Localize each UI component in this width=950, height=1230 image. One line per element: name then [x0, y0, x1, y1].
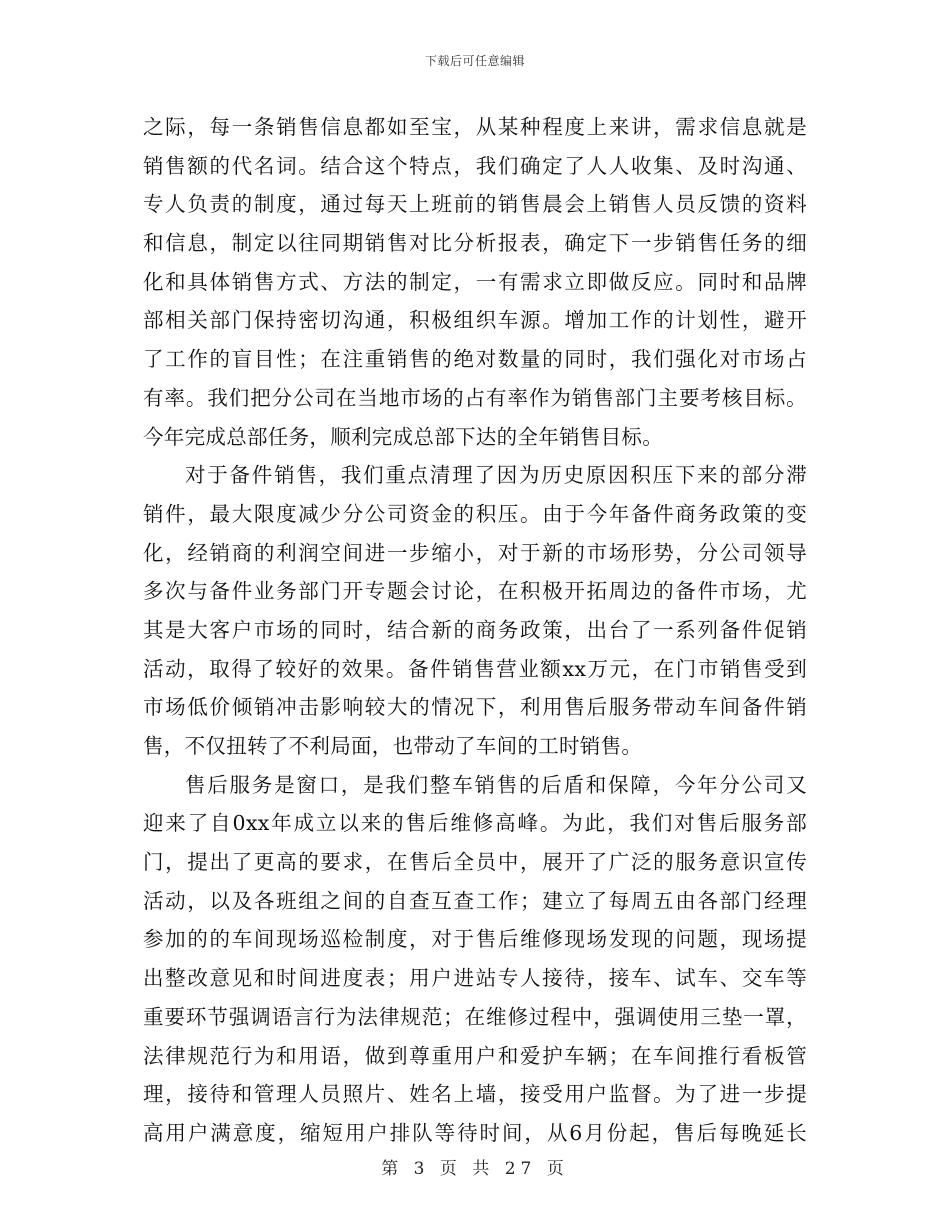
text-line: 销件，最大限度减少分公司资金的积压。由于今年备件商务政策的变: [143, 501, 807, 526]
text-line: 之际，每一条销售信息都如至宝，从某种程度上来讲，需求信息就是: [143, 115, 807, 139]
text-line: 门，提出了更高的要求，在售后全员中，展开了广泛的服务意识宣传: [143, 850, 807, 875]
text-line: 迎来了自0xx年成立以来的售后维修高峰。为此，我们对售后服务部: [143, 811, 807, 836]
text-line: 高用户满意度，缩短用户排队等待时间，从6月份起，售后每晚延长: [143, 1120, 807, 1145]
text-line: 活动，取得了较好的效果。备件销售营业额xx万元，在门市销售受到: [143, 656, 807, 681]
page-footer: 第 3 页 共 27 页: [381, 1159, 569, 1179]
paragraph-2: [143, 456, 807, 766]
text-line: 部相关部门保持密切沟通，积极组织车源。增加工作的计划性，避开: [143, 308, 807, 333]
text-line: 专人负责的制度，通过每天上班前的销售晨会上销售人员反馈的资料: [143, 192, 807, 217]
text-line: 销售额的代名词。结合这个特点，我们确定了人人收集、及时沟通、: [143, 153, 807, 178]
text-line: 有率。我们把分公司在当地市场的占有率作为销售部门主要考核目标。: [143, 385, 807, 410]
text-line: 今年完成总部任务，顺利完成总部下达的全年销售目标。: [143, 424, 663, 449]
paragraph-1: [143, 108, 807, 456]
text-line: 理，接待和管理人员照片、姓名上墙，接受用户监督。为了进一步提: [143, 1082, 807, 1107]
text-line: 法律规范行为和用语，做到尊重用户和爱护车辆；在车间推行看板管: [143, 1043, 807, 1068]
text-line: 化，经销商的利润空间进一步缩小，对于新的市场形势，分公司领导: [143, 540, 807, 565]
text-line: 售后服务是窗口，是我们整车销售的后盾和保障，今年分公司又: [185, 772, 807, 797]
text-line: 出整改意见和时间进度表；用户进站专人接待，接车、试车、交车等: [143, 966, 807, 991]
text-line: 其是大客户市场的同时，结合新的商务政策，出台了一系列备件促销: [143, 617, 807, 642]
text-line: 活动，以及各班组之间的自查互查工作；建立了每周五由各部门经理: [143, 888, 807, 913]
page-header: 下载后可任意编辑: [424, 54, 525, 68]
text-line: 对于备件销售，我们重点清理了因为历史原因积压下来的部分滞: [185, 463, 807, 488]
text-line: 了工作的盲目性；在注重销售的绝对数量的同时，我们强化对市场占: [143, 347, 807, 372]
text-line: 和信息，制定以往同期销售对比分析报表，确定下一步销售任务的细: [143, 231, 807, 256]
text-line: 市场低价倾销冲击影响较大的情况下，利用售后服务带动车间备件销: [143, 695, 807, 720]
paragraph-3: [143, 766, 807, 1153]
text-line: 参加的的车间现场巡检制度，对于售后维修现场发现的问题，现场提: [143, 927, 807, 952]
text-line: 多次与备件业务部门开专题会讨论，在积极开拓周边的备件市场，尤: [143, 579, 807, 604]
text-line: 售，不仅扭转了不利局面，也带动了车间的工时销售。: [143, 734, 643, 758]
document-body: [143, 108, 807, 1153]
text-line: 重要环节强调语言行为法律规范；在维修过程中，强调使用三垫一罩，: [143, 1004, 807, 1029]
text-line: 化和具体销售方式、方法的制定，一有需求立即做反应。同时和品牌: [143, 269, 807, 294]
